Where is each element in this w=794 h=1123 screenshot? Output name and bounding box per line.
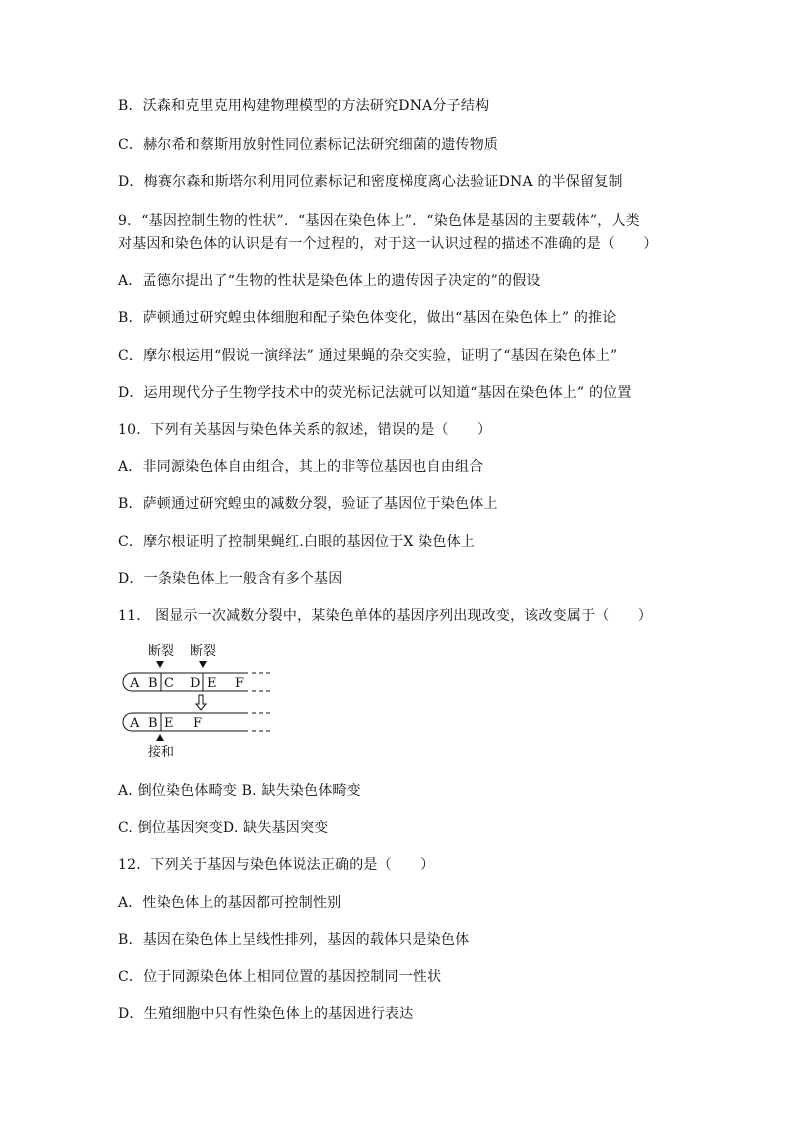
top-gene-c: C [164,676,174,691]
q8-option-b: B．沃森和克里克用构建物理模型的方法研究DNA分子结构 [118,98,490,114]
q10-stem: 10．下列有关基因与染色体关系的叙述，错误的是（ ） [118,422,492,438]
q12-stem: 12．下列关于基因与染色体说法正确的是（ ） [118,857,435,873]
chromosome-deletion-diagram [118,640,288,765]
q10-option-b: B．萨顿通过研究蝗虫的减数分裂，验证了基因位于染色体上 [118,496,498,512]
top-gene-a: A [130,676,140,691]
bottom-gene-e: E [164,716,174,731]
top-gene-b: B [148,676,158,691]
q11-options-ab: A. 倒位染色体畸变 B. 缺失染色体畸变 [118,783,361,799]
q9-option-b: B．萨顿通过研究蝗虫体细胞和配子染色体变化，做出“基因在染色体上” 的推论 [118,310,617,326]
break-arrow-2 [199,661,207,668]
q9-option-d: D．运用现代分子生物学技术中的荧光标记法就可以知道“基因在染色体上” 的位置 [118,385,632,401]
break-label-2: 断裂 [190,644,217,659]
q10-option-d: D．一条染色体上一般含有多个基因 [118,571,343,587]
join-label: 接和 [148,745,175,760]
q12-option-c: C．位于同源染色体上相同位置的基因控制同一性状 [118,969,442,985]
bottom-gene-f: F [193,716,203,731]
q11-stem: 11． 图显示一次减数分裂中，某染色单体的基因序列出现改变，该改变属于（ ） [118,608,653,624]
bottom-gene-a: A [130,716,140,731]
hollow-down-arrow [196,695,206,710]
q8-option-d: D．梅赛尔森和斯塔尔利用同位素标记和密度梯度离心法验证DNA 的半保留复制 [118,174,623,190]
top-gene-e: E [207,676,217,691]
q10-option-a: A．非同源染色体自由组合，其上的非等位基因也自由组合 [118,459,484,475]
chromosome-bottom-outline [123,713,248,731]
q12-option-a: A．性染色体上的基因都可控制性别 [118,895,342,911]
q12-option-b: B．基因在染色体上呈线性排列，基因的载体只是染色体 [118,932,470,948]
hollow-arrow-shape [196,695,206,710]
q9-stem-line-1: 9．“基因控制生物的性状”．“基因在染色体上”．“染色体是基因的主要载体”，人类 [118,213,640,229]
q9-stem-line-2: 对基因和染色体的认识是有一个过程的，对于这一认识过程的描述不准确的是（ ） [118,236,658,252]
top-gene-d: D [190,676,201,691]
top-gene-f: F [235,676,245,691]
chromosome-bottom [123,713,273,731]
q12-option-d: D．生殖细胞中只有性染色体上的基因进行表达 [118,1006,414,1022]
chromosome-diagram-svg [118,640,288,765]
q10-option-c: C．摩尔根证明了控制果蝇红.白眼的基因位于X 染色体上 [118,534,475,550]
chromosome-top [123,673,273,691]
join-arrow [156,734,164,741]
chromosome-top-outline [123,673,248,691]
q8-option-c: C．赫尔希和蔡斯用放射性同位素标记法研究细菌的遗传物质 [118,137,499,153]
break-label-1: 断裂 [148,644,175,659]
break-arrow-1 [156,661,164,668]
q9-option-a: A．孟德尔提出了“生物的性状是染色体上的遗传因子决定的”的假设 [118,273,541,289]
bottom-gene-b: B [148,716,158,731]
q9-option-c: C．摩尔根运用“假说一演绎法” 通过果蝇的杂交实验，证明了“基因在染色体上” [118,348,618,364]
q11-options-cd: C. 倒位基因突变D. 缺失基因突变 [118,820,329,836]
